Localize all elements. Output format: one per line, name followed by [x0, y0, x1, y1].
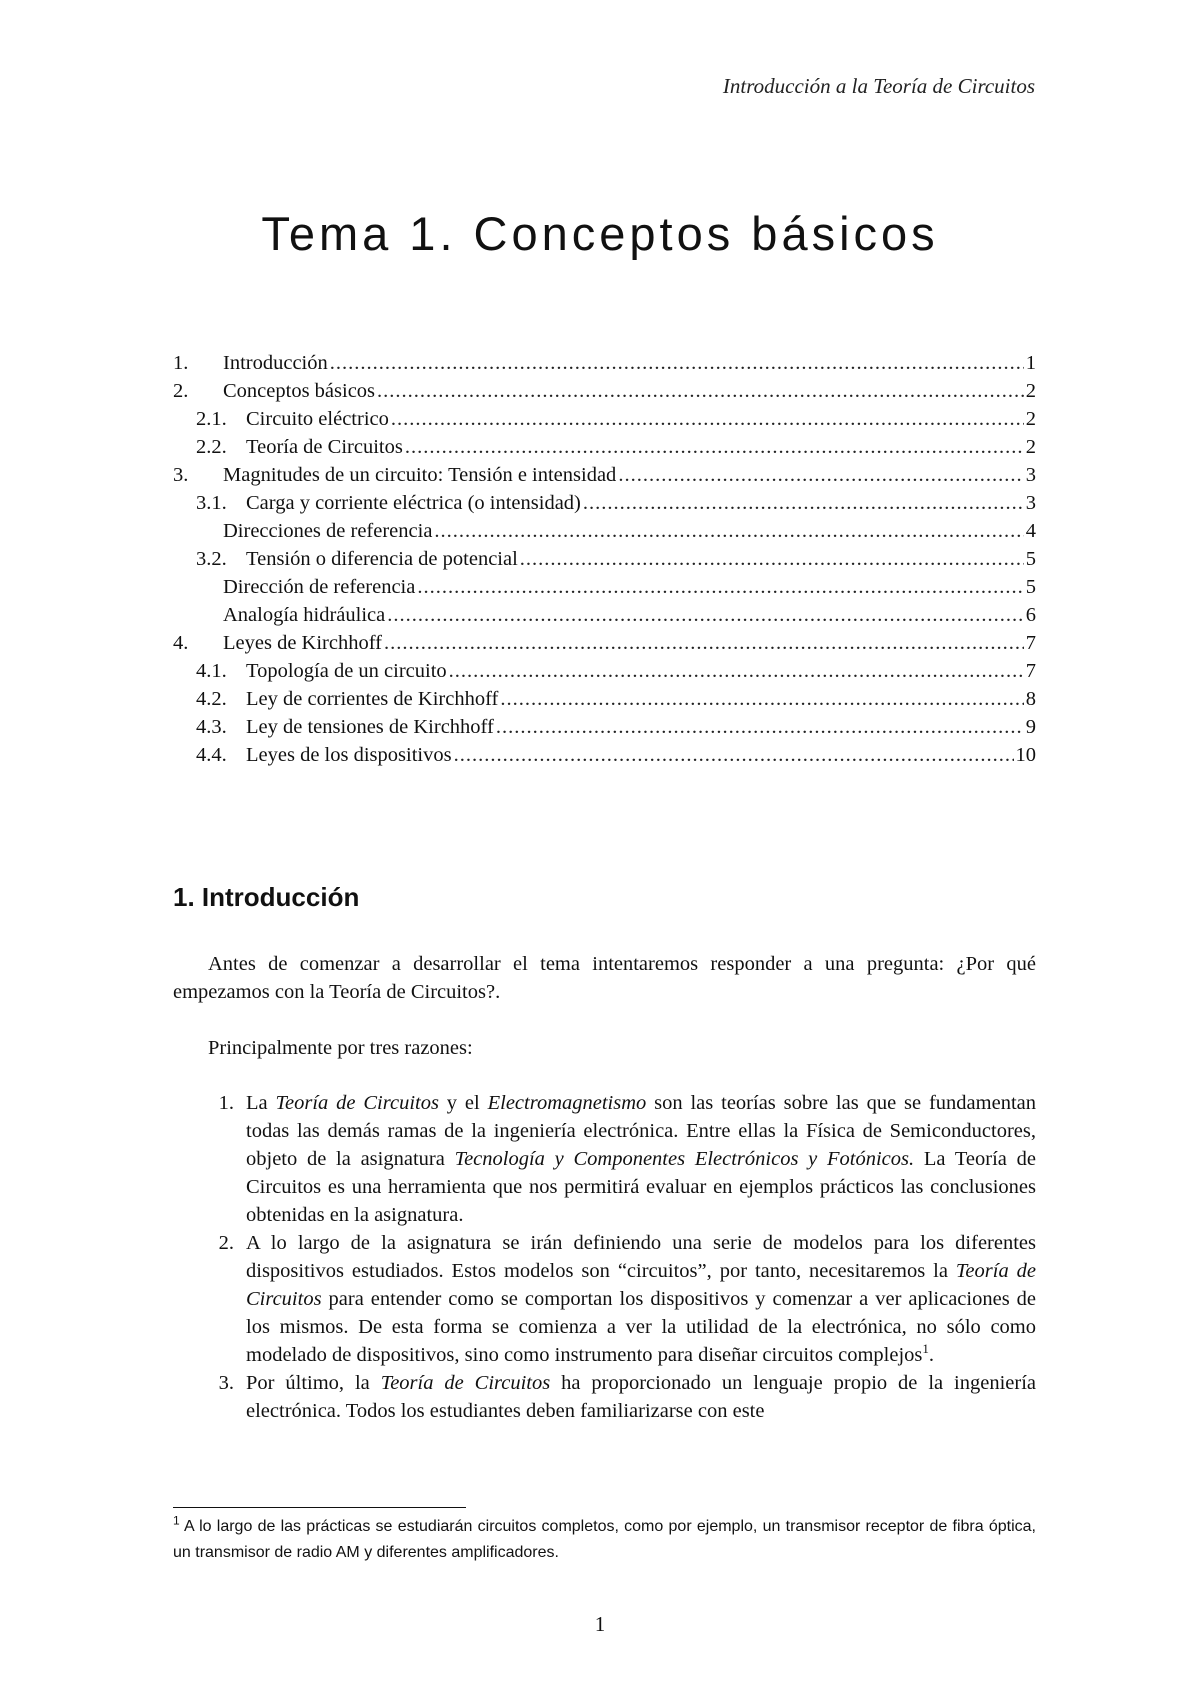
toc-entry[interactable]: [173, 436, 1036, 464]
footnote-divider: [173, 1507, 466, 1508]
list-text: A lo largo de la asignatura se irán definiendo una serie de modelos para los diferentes dispositivos estudiados. Estos modelos son “circuitos”, por tanto, necesitaremos la Teoría de Circuitos para entender como se comportan los dispositivos y comenzar a ver aplicaciones de los mismos. De esta forma se comienza a ver la utilidad de la electrónica, no sólo como modelado de dispositivos, sino como instrumento para diseñar circuitos complejos$^1$.: [246, 1232, 1037, 1366]
toc-label: Conceptos básicos: [223, 380, 376, 402]
toc-number: 4.1.: [196, 660, 227, 682]
toc-page: 2: [1025, 408, 1036, 430]
toc-label: Tensión o diferencia de potencial: [246, 548, 518, 570]
toc-leader: [496, 716, 1024, 739]
toc-number: 1.: [173, 352, 189, 374]
toc-entry[interactable]: [173, 688, 1036, 716]
toc-page: 6: [1025, 604, 1036, 626]
toc-label: Circuito eléctrico: [246, 408, 389, 430]
toc-leader: [417, 576, 1023, 599]
reasons-intro: Principalmente por tres razones:: [208, 1037, 473, 1059]
toc-number: 3.2.: [196, 548, 227, 570]
toc-label: Introducción: [223, 352, 328, 374]
toc-page: 10: [1015, 744, 1036, 766]
toc-page: 9: [1025, 716, 1036, 738]
toc-entry[interactable]: [173, 464, 1036, 492]
toc-leader: [449, 660, 1024, 683]
list-number: 1.: [218, 1092, 234, 1114]
toc-label: Leyes de los dispositivos: [246, 744, 452, 766]
list-item: [173, 1229, 1036, 1369]
toc-page: 1: [1025, 352, 1036, 374]
list-text: La Teoría de Circuitos y el Electromagnetismo son las teorías sobre las que se fundamentan todas las demás ramas de la ingeniería electrónica. Entre ellas la Física de Semiconductores, objeto de la asignatura Tecnología y Componentes Electrónicos y Fotónicos. La Teoría de Circuitos es una herramienta que nos permitirá evaluar en ejemplos prácticos las conclusiones obtenidas en la asignatura.: [246, 1092, 1036, 1226]
list-number: 2.: [218, 1232, 234, 1254]
toc-page: 7: [1025, 632, 1036, 654]
toc-page: 5: [1025, 576, 1036, 598]
reasons-list: [173, 1089, 1036, 1425]
toc-number: 2.1.: [196, 408, 227, 430]
toc-leader: [454, 744, 1014, 767]
toc-leader: [520, 548, 1024, 571]
table-of-contents: [173, 352, 1036, 772]
toc-entry[interactable]: [173, 380, 1036, 408]
toc-leader: [391, 408, 1024, 431]
toc-leader: [405, 436, 1024, 459]
toc-entry[interactable]: [173, 408, 1036, 436]
running-header: Introducción a la Teoría de Circuitos: [722, 74, 1035, 98]
toc-label: Carga y corriente eléctrica (o intensidad): [246, 492, 581, 514]
toc-entry[interactable]: [173, 520, 1036, 548]
list-item: [173, 1089, 1036, 1229]
toc-page: 2: [1025, 380, 1036, 402]
toc-entry[interactable]: [173, 660, 1036, 688]
toc-entry[interactable]: [173, 548, 1036, 576]
toc-number: 3.1.: [196, 492, 227, 514]
toc-number: 2.2.: [196, 436, 227, 458]
footnote-marker: 1: [173, 1513, 180, 1528]
intro-paragraph: Antes de comenzar a desarrollar el tema intentaremos responder a una pregunta: ¿Por qué empezamos con la Teoría de Circuitos?.: [173, 953, 1036, 1003]
toc-number: 2.: [173, 380, 189, 402]
toc-number: 3.: [173, 464, 189, 486]
toc-leader: [500, 688, 1023, 711]
toc-leader: [387, 604, 1024, 627]
toc-page: 2: [1025, 436, 1036, 458]
footnote: [173, 1514, 1036, 1566]
toc-number: 4.4.: [196, 744, 227, 766]
toc-entry[interactable]: [173, 576, 1036, 604]
toc-leader: [384, 632, 1024, 655]
page-number: 1: [594, 1612, 606, 1636]
toc-entry[interactable]: [173, 604, 1036, 632]
toc-label: Dirección de referencia: [223, 576, 416, 598]
list-number: 3.: [218, 1372, 234, 1394]
toc-number: 4.3.: [196, 716, 227, 738]
page-title: Tema 1. Conceptos básicos: [261, 207, 939, 260]
toc-page: 5: [1025, 548, 1036, 570]
toc-page: 7: [1025, 660, 1036, 682]
toc-page: 3: [1025, 464, 1036, 486]
toc-entry[interactable]: [173, 716, 1036, 744]
toc-label: Ley de tensiones de Kirchhoff: [246, 716, 494, 738]
list-text: Por último, la Teoría de Circuitos ha proporcionado un lenguaje propio de la ingeniería electrónica. Todos los estudiantes deben familiarizarse con este: [246, 1372, 1036, 1422]
toc-label: Analogía hidráulica: [223, 604, 386, 626]
toc-label: Magnitudes de un circuito: Tensión e intensidad: [223, 464, 617, 486]
toc-label: Direcciones de referencia: [223, 520, 433, 542]
toc-entry[interactable]: [173, 352, 1036, 380]
footnote-reference[interactable]: 1: [922, 1341, 929, 1357]
toc-number: 4.2.: [196, 688, 227, 710]
toc-entry[interactable]: [173, 492, 1036, 520]
toc-page: 3: [1025, 492, 1036, 514]
toc-label: Topología de un circuito: [246, 660, 447, 682]
toc-label: Teoría de Circuitos: [246, 436, 403, 458]
toc-entry[interactable]: [173, 632, 1036, 660]
section-heading: 1. Introducción: [173, 882, 360, 912]
toc-page: 8: [1025, 688, 1036, 710]
list-item: [173, 1369, 1036, 1425]
toc-leader: [330, 352, 1024, 375]
toc-number: 4.: [173, 632, 189, 654]
toc-label: Ley de corrientes de Kirchhoff: [246, 688, 499, 710]
toc-label: Leyes de Kirchhoff: [223, 632, 383, 654]
toc-leader: [434, 520, 1023, 543]
toc-leader: [377, 380, 1024, 403]
toc-leader: [583, 492, 1024, 515]
toc-leader: [618, 464, 1023, 487]
toc-page: 4: [1025, 520, 1036, 542]
toc-entry[interactable]: [173, 744, 1036, 772]
footnote-text: A lo largo de las prácticas se estudiarán circuitos completos, como por ejemplo, un transmisor receptor de fibra óptica, un transmisor de radio AM y diferentes amplificadores.: [173, 1518, 1037, 1561]
